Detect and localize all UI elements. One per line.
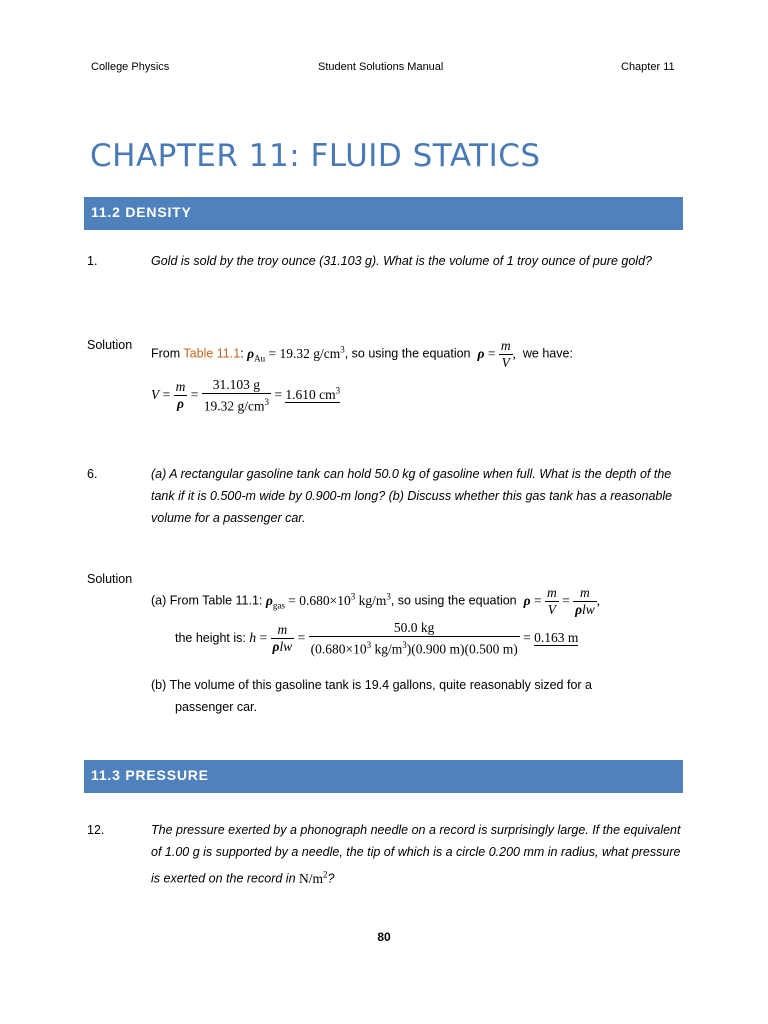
header-manual-title: Student Solutions Manual [318,61,444,73]
solution-label: Solution [87,572,133,586]
rho-unit: kg/m [355,592,387,608]
section-heading-density: 11.2 DENSITY [84,197,683,230]
rho-value: = 0.680×10 [288,592,351,608]
rho-value: = 19.32 g/cm [268,345,341,361]
section-heading-pressure: 11.3 PRESSURE [84,760,683,793]
solution-part-a [151,585,600,618]
eq-numerator: 31.103 g [202,377,271,394]
volume-equation: V = $\frac{m}{\rho}$ = $\frac{31.103 g}{19.32 g/cm^3}$ = 1.610 $cm^3$ [151,377,341,414]
density-equation: ρ = $\frac{m}{V}$ , [477,338,516,370]
unit-text: N/m [299,870,324,886]
page-number: 80 [377,930,391,944]
part-b-text-cont: passenger car. [175,700,257,714]
volume-result: 1.610 $cm^3$ [285,385,341,402]
part-a-intro: (a) From Table 11.1: [151,593,266,608]
we-have-text: we have: [522,346,573,361]
problem-text [151,819,681,890]
h-den-b: kg/m [371,641,403,657]
from-text: From [151,346,184,361]
height-result: 0.163 m [534,629,579,645]
chapter-title: CHAPTER 11: FLUID STATICS [90,138,541,174]
problem-number: 6. [87,467,98,481]
height-label: the height is: [175,630,246,645]
density-equation: ρ = $\frac{m}{V}$ = $\frac{m}{\text{ρlw}}$ , [523,585,601,617]
rho-subscript: Au [254,353,266,364]
h-den-a: 0.680×10 [315,641,367,657]
density-gasoline: $\rho_{gas} = 0.680\times 10^3$ $kg/m^3$ [265,591,391,611]
height-equation: h = $\frac{m}{\text{ρlw}}$ = $\frac{50.0 kg}{(0.680\times 10^3 kg/m^3)(0.900 m)(0.500 m)}$ = 0.163 m [249,620,579,657]
problem-text: Gold is sold by the troy ounce (31.103 g). What is the volume of 1 troy ounce of pure gold? [151,254,652,268]
header-book-title: College Physics [91,61,170,73]
question-mark: ? [327,871,335,886]
problem-text: (a) A rectangular gasoline tank can hold 50.0 kg of gasoline when full. What is the depth of the tank if it is 0.500-m wide by 0.900-m long? (b) Discuss whether this gas tank has a reasonable volume for a passenger car. [151,467,673,525]
rho-subscript: gas [272,600,285,611]
colon: : [240,346,248,361]
using-text: , so using the equation [390,593,517,608]
problem-12-text: The pressure exerted by a phonograph needle on a record is surprisingly large. If the equivalent of 1.00 g is supported by a needle, the tip of which is a circle 0.200 mm in radius, what pressure is exerted on the record in [151,823,681,886]
density-gold: $\rho_{Au} = 19.32$ $g/cm^3$ [247,344,345,364]
volume-result-value: 1.610 cm [285,386,336,402]
problem-number: 12. [87,823,105,837]
using-text: , so using the equation [344,346,471,361]
header-chapter: Chapter 11 [621,61,675,73]
eq-denominator: 19.32 g/cm [203,398,265,414]
part-b-text: (b) The volume of this gasoline tank is 19.4 gallons, quite reasonably sized for a [151,678,592,692]
h-den-c: (0.900 m)(0.500 m) [411,641,518,657]
height-line [175,620,578,658]
solution-line-1 [151,338,573,371]
pressure-unit: $N/m^2$ [299,869,328,886]
h-numerator: 50.0 kg [309,620,520,637]
solution-label: Solution [87,338,133,352]
table-link[interactable]: Table 11.1 [183,346,241,361]
problem-number: 1. [87,254,98,268]
